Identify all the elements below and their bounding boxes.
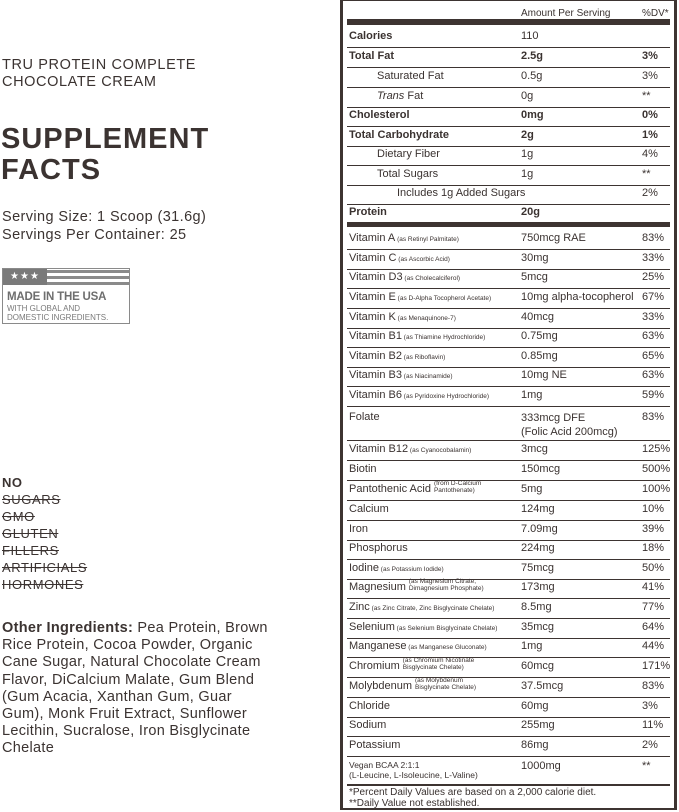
nutrient-dv: 2% [642,739,658,751]
no-list-item: ARTIFICIALS [2,560,88,575]
nutrient-note: (as Riboflavin) [402,354,446,361]
facts-row [347,618,670,638]
nutrient-dv: 83% [642,411,665,423]
flag-stripe [47,270,130,273]
facts-row [347,229,670,249]
nutrient-dv: 65% [642,350,665,362]
facts-row [347,126,670,146]
nutrient-note: (as Selenium Bisglycinate Chelate) [394,625,498,632]
nutrient-name: Sodium [349,719,387,731]
facts-row [347,268,670,288]
nutrient-note: (as Cyanocobalamin) [408,447,472,454]
nutrient-name: Vitamin E (as D-Alpha Tocopherol Acetate) [349,291,492,303]
nutrient-name: Chromium (as Chromium Nicotinate Bisglycinate Chelate) [349,656,475,672]
badge-title: MADE IN THE USA [7,291,107,303]
made-in-usa-badge [2,268,130,324]
nutrient-note: (as Pyridoxine Hydrochloride) [402,393,490,400]
nutrient-dv: 4% [642,148,658,160]
nutrient-dv: 67% [642,291,665,303]
product-name [2,57,322,91]
nutrient-name: Vitamin B12 (as Cyanocobalamin) [349,443,472,455]
facts-row [347,184,670,204]
serving-info [2,208,206,244]
facts-row [347,145,670,165]
nutrient-name: Molybdenum (as Molybdenum Bisglycinate Chelate) [349,676,477,692]
thick-rule [347,19,670,25]
nutrient-amount: 1g [521,168,534,180]
facts-row [347,165,670,185]
nutrient-name: Folate [349,411,380,423]
facts-row [347,347,670,367]
facts-row [347,677,670,697]
nutrient-dv: 44% [642,640,665,652]
nutrient-amount: 60mcg [521,660,555,672]
header-dv: %DV* [642,8,669,19]
facts-row [347,578,670,598]
nutrient-name: Pantothenic Acid (from D-Calcium Pantothenate) [349,479,482,495]
no-list-item: HORMONES [2,577,84,592]
nutrient-amount: 224mg [521,542,555,554]
nutrient-note: (as Manganese Gluconate) [406,644,487,651]
nutrient-dv: 59% [642,389,665,401]
supplement-facts-panel: Amount Per Serving %DV* Calories 110 Total Fat 2.5g 3% Saturated Fat 0.5g 3% Trans Fat 0g ** Cholesterol 0mg 0% Total Carbohydrate 2g 1% Dietary Fiber 1g 4% Total Sugars 1g ** Includes 1g Added Sugars 2% Protein 20g Vitamin A (as Retinyl Palmitate) 750mcg RAE 83% Vitamin C (as Ascorbic Acid) 30mg 33% Vitamin D3 (as Cholecalciferol) 5mcg 25% Vitamin E (as D-Alpha Tocopherol Acetate) 10mg alpha-tocopherol 67% Vitamin K (as Menaquinone-7) 40mcg 33% Vitamin B1 (as Thiamine Hydrochloride) 0.75mg 63% Vitamin B2 (as Riboflavin) 0.85mg 65% Vitamin B3 (as Niacinamide) 10mg NE 63% Vitamin B6 (as Pyridoxine Hydrochloride) 1mg 59% Folate 333mcg DFE (Folic Acid 200mcg) 83% Vitamin B12 (as Cyanocobalamin) 3mcg 125% Biotin 150mcg 500% Pantothenic Acid (from D-Calcium Pantothenate) 5mg 100% Calcium 124mg 10% Iron 7.09mg 39% Phosphorus 224mg 18% Iodine (as Potassium Iodide) 75mcg 50% Magnesium (as Magnesium Citrate, Dimagnesium Phosphate) 173mg 41% Zinc (as Zinc Citrate, Zinc Bisglycinate Chelate) 8.5mg 77% Selenium (as Selenium Bisglycinate Chelate) 35mcg 64% Manganese (as Manganese Gluconate) 1mg 44% Chromium (as Chromium Nicotinate Bisglycinate Chelate) 60mcg 171% Molybdenum (as Molybdenum Bisglycinate Chelate) 37.5mcg 83% Chloride 60mg 3% Sodium 255mg 11% Potassium 86mg 2% Vegan BCAA 2:1:1 (L-Leucine, L-Isoleucine, L-Valine) 1000mg ** *Percent Daily Values are based on a 2,000 calorie diet. **Daily Value not established. [340,0,677,810]
badge-subtitle-line2: DOMESTIC INGREDIENTS. [7,313,109,322]
facts-row [347,756,670,784]
nutrient-amount: 5mcg [521,271,548,283]
facts-row [347,386,670,406]
facts-row [347,460,670,480]
product-name-line2: CHOCOLATE CREAM [2,74,157,90]
product-name-line1: TRU PROTEIN COMPLETE [2,57,197,73]
nutrient-note: (as Ascorbic Acid) [396,256,450,263]
nutrient-name: Calories [349,30,393,42]
other-ingredients [2,620,272,758]
badge-subtitle [7,304,108,322]
nutrient-amount: 255mg [521,719,555,731]
nutrient-dv: 125% [642,443,671,455]
nutrient-amount: 2g [521,129,534,141]
facts-row [347,539,670,559]
nutrient-dv: 33% [642,252,665,264]
no-list [2,491,87,593]
nutrient-name: Calcium [349,503,389,515]
facts-row [347,520,670,540]
nutrient-dv: 171% [642,660,671,672]
nutrient-name: Vitamin B3 (as Niacinamide) [349,369,453,381]
no-list-item: GLUTEN [2,526,59,541]
nutrient-amount: 35mcg [521,621,555,633]
nutrient-amount: 124mg [521,503,555,515]
nutrient-amount: 3mcg [521,443,548,455]
page-title-line2: FACTS [1,154,102,186]
nutrient-amount: 333mcg DFE (Folic Acid 200mcg) [521,412,618,438]
nutrient-amount: 2.5g [521,50,544,62]
nutrient-dv: 10% [642,503,665,515]
facts-row [347,288,670,308]
ingredients-label: Other Ingredients: [2,620,134,636]
stars-icon: ★★★ [3,269,47,285]
nutrient-dv: ** [642,168,651,180]
nutrient-name: Includes 1g Added Sugars [397,187,526,199]
nutrient-name: Cholesterol [349,109,410,121]
nutrient-amount: 750mcg RAE [521,232,586,244]
nutrient-name: Dietary Fiber [377,148,440,160]
nutrient-name: Manganese (as Manganese Gluconate) [349,640,487,652]
nutrient-amount: 0mg [521,109,544,121]
facts-row [347,440,670,460]
nutrient-dv: 33% [642,311,665,323]
nutrient-dv: 77% [642,601,665,613]
nutrient-name: Total Carbohydrate [349,129,450,141]
facts-row [347,598,670,618]
no-list-item: SUGARS [2,492,61,507]
nutrient-note: (as D-Alpha Tocopherol Acetate) [395,295,492,302]
facts-row [347,67,670,87]
nutrient-amount: 1mg [521,640,543,652]
nutrient-dv: 63% [642,369,665,381]
nutrient-dv: 2% [642,187,658,199]
nutrient-dv: 39% [642,523,665,535]
nutrient-dv: 11% [642,719,664,731]
nutrient-note: (as Thiamine Hydrochloride) [402,334,486,341]
nutrient-dv: ** [642,90,651,102]
nutrient-name: Saturated Fat [377,70,444,82]
flag-stripe [47,282,130,285]
nutrient-note: (as Magnesium Citrate, Dimagnesium Phosphate) [408,577,484,593]
nutrient-name: Vitamin A (as Retinyl Palmitate) [349,232,459,244]
nutrient-dv: 25% [642,271,665,283]
nutrient-amount: 5mg [521,483,543,495]
facts-row [347,327,670,347]
nutrient-amount: 37.5mcg [521,680,564,692]
nutrient-name: Iodine (as Potassium Iodide) [349,562,444,574]
no-list-item: GMO [2,509,35,524]
nutrient-note: (as Niacinamide) [402,373,453,380]
facts-row [347,716,670,736]
nutrient-dv: 83% [642,232,665,244]
nutrient-name: Chloride [349,700,390,712]
nutrient-name: Protein [349,206,387,218]
facts-row [347,559,670,579]
nutrient-dv: 3% [642,50,658,62]
nutrient-name: Biotin [349,463,377,475]
facts-row [347,27,670,47]
facts-row [347,697,670,717]
nutrient-name: Vitamin B1 (as Thiamine Hydrochloride) [349,330,486,342]
nutrient-name: Potassium [349,739,401,751]
nutrient-dv: 18% [642,542,665,554]
nutrient-dv: 500% [642,463,671,475]
nutrient-note: (as Cholecalciferol) [402,275,461,282]
nutrient-amount: 150mcg [521,463,561,475]
nutrient-name: Vegan BCAA 2:1:1 (L-Leucine, L-Isoleucine, L-Valine) [349,760,478,780]
nutrient-name: Vitamin B6 (as Pyridoxine Hydrochloride) [349,389,490,401]
nutrient-note: (as Molybdenum Bisglycinate Chelate) [414,676,477,692]
no-list-item: FILLERS [2,543,59,558]
nutrient-note: (as Zinc Citrate, Zinc Bisglycinate Chelate) [369,605,495,612]
nutrient-name: Zinc (as Zinc Citrate, Zinc Bisglycinate Chelate) [349,601,495,613]
nutrient-dv: 41% [642,581,665,593]
nutrient-dv: 3% [642,70,658,82]
thick-rule [347,222,670,227]
nutrient-amount: 1000mg [521,760,561,772]
nutrient-name: Phosphorus [349,542,408,554]
nutrient-note: (as Chromium Nicotinate Bisglycinate Chelate) [402,656,475,672]
nutrient-dv: 83% [642,680,665,692]
nutrient-dv: 50% [642,562,665,574]
nutrient-name: Total Fat [349,50,395,62]
facts-row [347,736,670,756]
facts-row [347,87,670,107]
facts-row [347,366,670,386]
nutrient-amount: 1mg [521,389,543,401]
header-amount: Amount Per Serving [521,8,611,19]
nutrient-dv: 1% [642,129,658,141]
servings-per-container: Servings Per Container: 25 [2,227,187,243]
facts-row [347,480,670,500]
nutrient-dv: 0% [642,109,658,121]
nutrient-amount: 30mg [521,252,549,264]
nutrient-name: Selenium (as Selenium Bisglycinate Chelate) [349,621,498,633]
facts-row [347,637,670,657]
nutrient-amount: 110 [521,30,539,42]
facts-row [347,500,670,520]
nutrient-name: Vitamin K (as Menaquinone-7) [349,311,456,323]
nutrient-note: (as Menaquinone-7) [395,315,456,322]
page-title-line1: SUPPLEMENT [1,123,210,155]
nutrient-amount: 8.5mg [521,601,552,613]
nutrient-amount: 0.75mg [521,330,558,342]
nutrient-amount: 20g [521,206,540,218]
serving-size: Serving Size: 1 Scoop (31.6g) [2,209,207,225]
no-list-heading: NO [2,475,23,490]
nutrient-note: (from D-Calcium Pantothenate) [433,479,482,495]
facts-row [347,203,670,222]
nutrient-amount: 1g [521,148,534,160]
nutrient-amount: 0g [521,90,534,102]
nutrient-dv: ** [642,760,651,772]
nutrient-amount: 10mg NE [521,369,567,381]
nutrient-amount: 60mg [521,700,549,712]
nutrient-dv: 3% [642,700,658,712]
nutrient-amount: 10mg alpha-tocopherol [521,291,634,303]
thick-rule [347,784,670,786]
badge-subtitle-line1: WITH GLOBAL AND [7,304,81,313]
facts-row [347,47,670,67]
nutrient-name: Magnesium (as Magnesium Citrate, Dimagnesium Phosphate) [349,577,484,593]
facts-row [347,106,670,126]
nutrient-amount: 75mcg [521,562,555,574]
nutrient-name: Total Sugars [377,168,439,180]
page-title [1,124,209,186]
facts-row [347,249,670,269]
nutrient-amount: 0.5g [521,70,543,82]
nutrient-amount: 173mg [521,581,555,593]
nutrient-dv: 63% [642,330,665,342]
flag-stripe [47,276,130,279]
nutrient-name: Vitamin C (as Ascorbic Acid) [349,252,450,264]
facts-row [347,308,670,328]
nutrient-amount: 7.09mg [521,523,558,535]
facts-row [347,407,670,440]
nutrient-note: (as Potassium Iodide) [378,566,444,573]
nutrient-name: Iron [349,523,368,535]
nutrient-amount: 86mg [521,739,549,751]
nutrient-name: Vitamin D3 (as Cholecalciferol) [349,271,461,283]
nutrient-amount: 0.85mg [521,350,558,362]
nutrient-name: Vitamin B2 (as Riboflavin) [349,350,446,362]
ingredients-text: Pea Protein, Brown Rice Protein, Cocoa Powder, Organic Cane Sugar, Natural Chocolate Cream Flavor, DiCalcium Malate, Gum Blend (Gum Acacia, Xanthan Gum, Guar Gum), Monk Fruit Extract, Sunflower Lecithin, Sucralose, Iron Bisglycinate Chelate [2,620,268,757]
nutrient-amount: 40mcg [521,311,555,323]
nutrient-dv: 100% [642,483,671,495]
nutrient-name: Trans Fat [377,90,424,102]
facts-row [347,657,670,677]
nutrient-dv: 64% [642,621,665,633]
nutrient-note: (as Retinyl Palmitate) [395,236,459,243]
